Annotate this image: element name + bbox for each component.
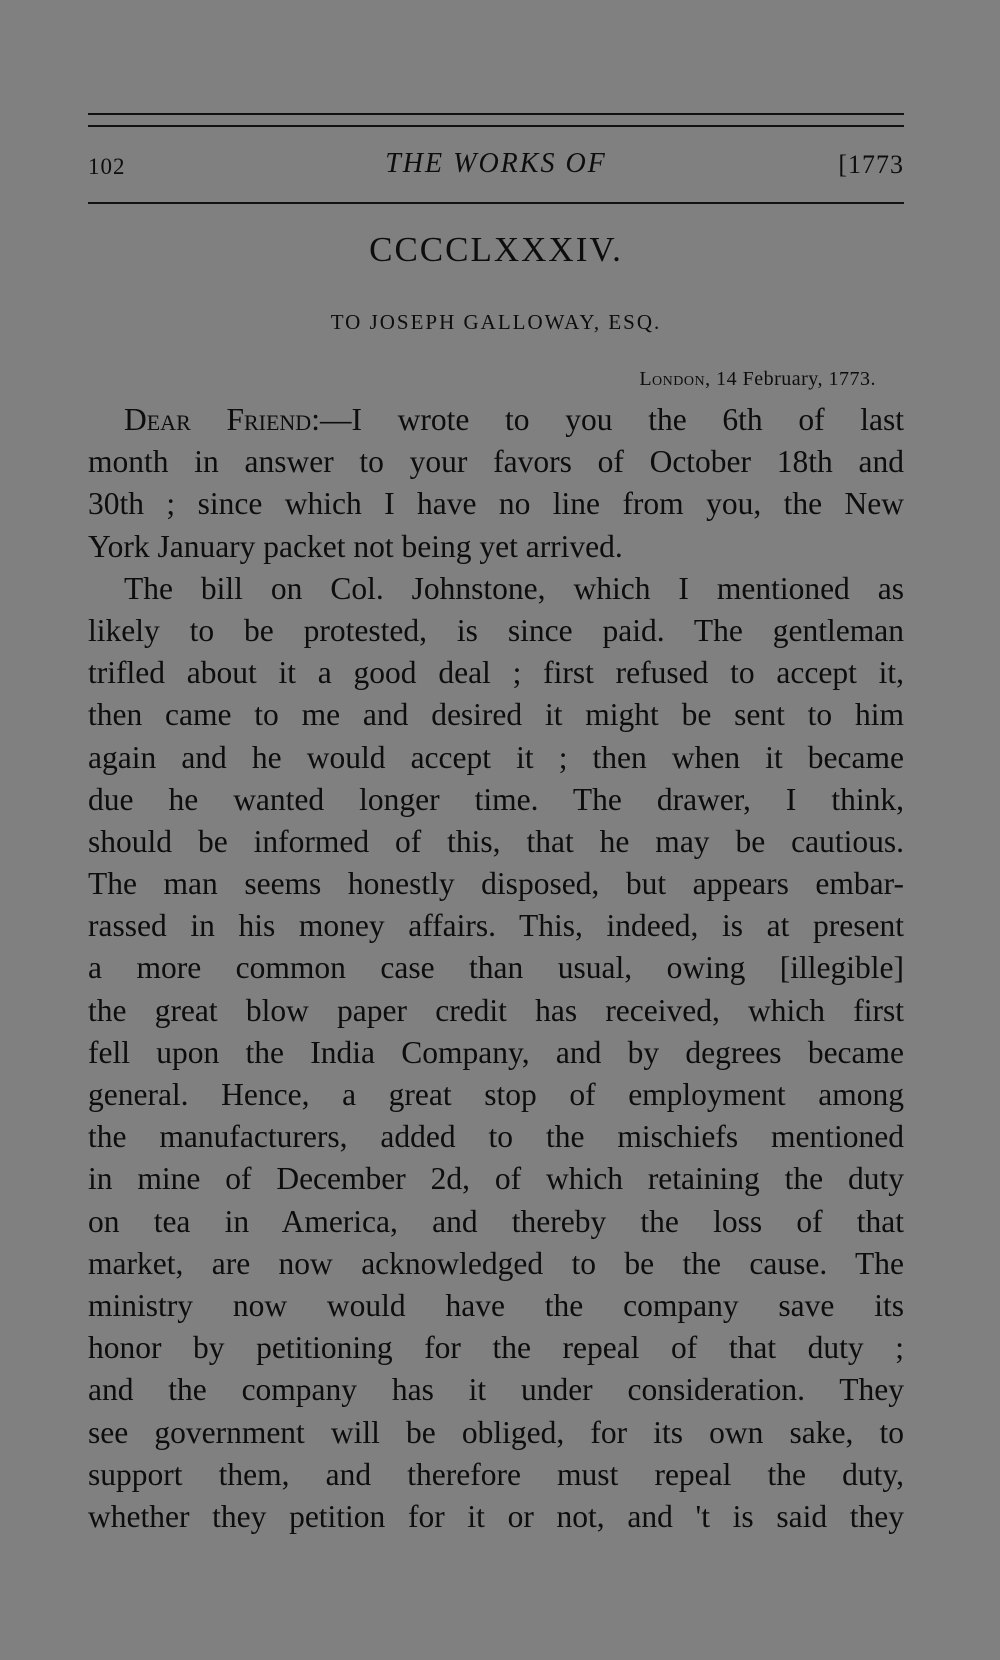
text-line: the great blow paper credit has received, which first [88, 992, 904, 1028]
text-line: whether they petition for it or not, and 't is said they [88, 1498, 904, 1534]
book-page [88, 0, 904, 1660]
text-line: fell upon the India Company, and by degrees became [88, 1034, 904, 1070]
text-line: on tea in America, and thereby the loss of that [88, 1203, 904, 1239]
text-line: honor by petitioning for the repeal of that duty ; [88, 1330, 904, 1366]
text-line: support them, and therefore must repeal the duty, [88, 1456, 904, 1492]
text-line: York January packet not being yet arrived. [88, 528, 623, 564]
text-line: month in answer to your favors of October 18th and [88, 444, 904, 480]
text-line: The man seems honestly disposed, but appears embar- [88, 866, 904, 902]
text-line: in mine of December 2d, of which retaining the duty [88, 1161, 904, 1197]
dateline-place: London [639, 368, 706, 390]
text-line: ministry now would have the company save its [88, 1287, 904, 1323]
running-year: [1773 [838, 150, 904, 179]
text-line: Dear Friend:—I wrote to you the 6th of last [124, 402, 904, 437]
text-line: likely to be protested, is since paid. The gentleman [88, 612, 904, 648]
text-line: The bill on Col. Johnstone, which I mentioned as [124, 570, 904, 606]
letter-recipient: TO JOSEPH GALLOWAY, ESQ. [330, 310, 662, 334]
header-second-rule [88, 125, 904, 127]
header-bottom-rule [88, 202, 904, 204]
text-line: see government will be obliged, for its own sake, to [88, 1414, 904, 1450]
text-line: market, are now acknowledged to be the cause. The [88, 1245, 904, 1281]
text-line: rassed in his money affairs. This, indeed, is at present [88, 908, 904, 944]
letter-dateline [639, 368, 876, 391]
dateline-date: , 14 February, 1773. [705, 368, 876, 390]
running-title: THE WORKS OF [385, 148, 607, 179]
running-head [88, 148, 904, 188]
header-top-rule [88, 113, 904, 115]
text-line: due he wanted longer time. The drawer, I think, [88, 781, 904, 817]
text-line: the manufacturers, added to the mischiefs mentioned [88, 1119, 904, 1155]
text-line: and the company has it under consideration. They [88, 1372, 904, 1408]
letter-body [88, 399, 904, 1538]
page-number: 102 [88, 154, 126, 179]
text-line: general. Hence, a great stop of employment among [88, 1077, 904, 1112]
text-line: a more common case than usual, owing [illegible] [88, 950, 904, 986]
salutation: Dear Friend [124, 402, 312, 437]
text-line: 30th ; since which I have no line from you, the New [88, 486, 904, 522]
text-line: trifled about it a good deal ; first refused to accept it, [88, 655, 904, 691]
text-line: again and he would accept it ; then when it became [88, 739, 904, 775]
text-line: then came to me and desired it might be sent to him [88, 697, 904, 733]
letter-number: CCCCLXXXIV. [369, 230, 623, 269]
text-line: should be informed of this, that he may be cautious. [88, 823, 904, 859]
